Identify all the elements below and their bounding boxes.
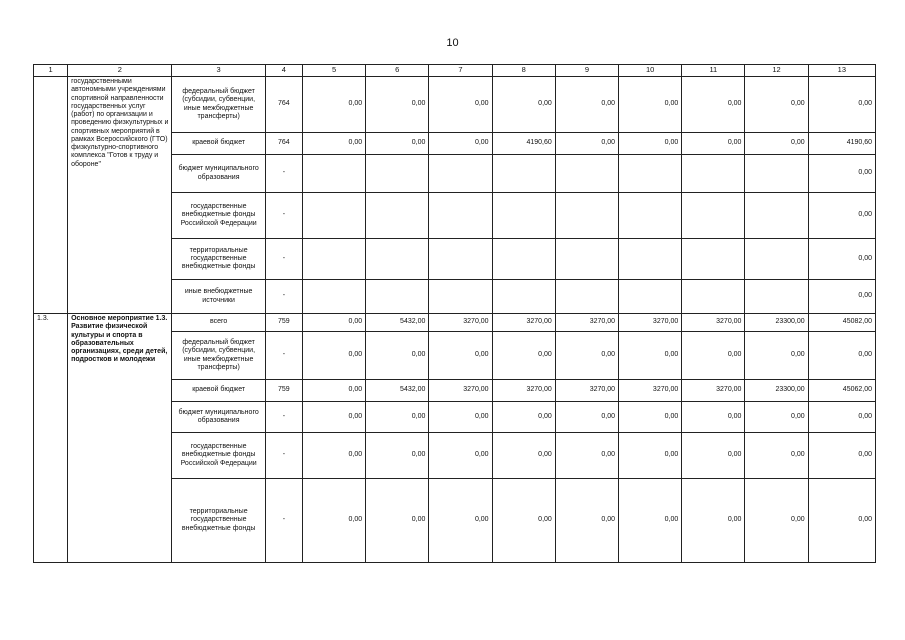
year-value: 0,00	[302, 133, 365, 155]
item-number	[34, 77, 68, 314]
year-value: 0,00	[366, 433, 429, 479]
year-value	[302, 239, 365, 280]
year-value: 0,00	[682, 77, 745, 133]
budget-code: 764	[265, 77, 302, 133]
year-value: 3270,00	[492, 314, 555, 332]
year-value	[555, 239, 618, 280]
year-value	[682, 280, 745, 314]
year-value: 0,00	[366, 133, 429, 155]
column-header: 5	[302, 65, 365, 77]
total-value: 45082,00	[808, 314, 875, 332]
budget-code: -	[265, 239, 302, 280]
year-value: 0,00	[682, 133, 745, 155]
budget-code: -	[265, 155, 302, 193]
page-number: 10	[446, 37, 459, 49]
year-value: 0,00	[682, 402, 745, 433]
year-value: 0,00	[429, 133, 492, 155]
year-value: 0,00	[619, 479, 682, 563]
funding-source: федеральный бюджет (субсидии, субвенции, иные межбюджетные трансферты)	[172, 332, 265, 380]
year-value	[492, 155, 555, 193]
year-value: 3270,00	[429, 314, 492, 332]
budget-code: -	[265, 479, 302, 563]
year-value: 0,00	[302, 332, 365, 380]
year-value: 23300,00	[745, 314, 808, 332]
column-header: 8	[492, 65, 555, 77]
year-value	[745, 155, 808, 193]
funding-source: краевой бюджет	[172, 380, 265, 402]
year-value	[619, 193, 682, 239]
total-value: 4190,60	[808, 133, 875, 155]
total-value: 0,00	[808, 402, 875, 433]
year-value: 0,00	[619, 77, 682, 133]
year-value: 0,00	[302, 314, 365, 332]
year-value: 0,00	[745, 77, 808, 133]
column-header: 13	[808, 65, 875, 77]
year-value: 0,00	[745, 433, 808, 479]
year-value	[366, 280, 429, 314]
year-value: 0,00	[302, 77, 365, 133]
year-value	[492, 239, 555, 280]
year-value: 0,00	[682, 433, 745, 479]
total-value: 0,00	[808, 433, 875, 479]
year-value: 4190,60	[492, 133, 555, 155]
year-value: 3270,00	[619, 314, 682, 332]
year-value: 0,00	[682, 332, 745, 380]
year-value	[429, 280, 492, 314]
year-value: 0,00	[619, 133, 682, 155]
year-value	[555, 155, 618, 193]
year-value: 3270,00	[429, 380, 492, 402]
funding-source: государственные внебюджетные фонды Российской Федерации	[172, 193, 265, 239]
budget-table	[33, 64, 876, 563]
funding-source: всего	[172, 314, 265, 332]
year-value: 0,00	[302, 433, 365, 479]
year-value: 0,00	[429, 402, 492, 433]
year-value	[492, 193, 555, 239]
column-header: 9	[555, 65, 618, 77]
item-number: 1.3.	[34, 314, 68, 563]
year-value: 0,00	[555, 332, 618, 380]
activity-name: Основное мероприятие 1.3. Развитие физической культуры и спорта в образовательных организациях, среди детей, подростков и молодежи	[68, 314, 172, 563]
year-value: 0,00	[555, 77, 618, 133]
year-value	[302, 280, 365, 314]
funding-source: бюджет муниципального образования	[172, 402, 265, 433]
total-value: 0,00	[808, 193, 875, 239]
year-value	[619, 155, 682, 193]
funding-source: федеральный бюджет (субсидии, субвенции, иные межбюджетные трансферты)	[172, 77, 265, 133]
year-value	[555, 280, 618, 314]
total-value: 45062,00	[808, 380, 875, 402]
year-value: 0,00	[745, 479, 808, 563]
column-header-row	[34, 65, 876, 77]
column-header: 10	[619, 65, 682, 77]
year-value: 5432,00	[366, 380, 429, 402]
total-value: 0,00	[808, 479, 875, 563]
year-value: 3270,00	[555, 380, 618, 402]
year-value	[745, 280, 808, 314]
year-value: 0,00	[492, 332, 555, 380]
year-value: 0,00	[302, 402, 365, 433]
total-value: 0,00	[808, 280, 875, 314]
year-value: 0,00	[492, 433, 555, 479]
year-value: 3270,00	[555, 314, 618, 332]
column-header: 1	[34, 65, 68, 77]
year-value: 3270,00	[682, 314, 745, 332]
year-value: 3270,00	[492, 380, 555, 402]
year-value	[745, 193, 808, 239]
total-value: 0,00	[808, 239, 875, 280]
year-value	[366, 155, 429, 193]
table-row	[34, 314, 876, 332]
year-value	[619, 280, 682, 314]
funding-source: государственные внебюджетные фонды Российской Федерации	[172, 433, 265, 479]
funding-source: краевой бюджет	[172, 133, 265, 155]
year-value: 0,00	[302, 479, 365, 563]
year-value: 0,00	[619, 402, 682, 433]
column-header: 3	[172, 65, 265, 77]
budget-code: 759	[265, 314, 302, 332]
table-row	[34, 77, 876, 133]
total-value: 0,00	[808, 77, 875, 133]
column-header: 11	[682, 65, 745, 77]
budget-code: -	[265, 193, 302, 239]
year-value	[366, 193, 429, 239]
year-value: 0,00	[302, 380, 365, 402]
column-header: 4	[265, 65, 302, 77]
year-value: 0,00	[366, 332, 429, 380]
funding-source: территориальные государственные внебюджетные фонды	[172, 239, 265, 280]
year-value	[745, 239, 808, 280]
year-value	[366, 239, 429, 280]
year-value: 3270,00	[619, 380, 682, 402]
year-value	[429, 155, 492, 193]
funding-source: иные внебюджетные источники	[172, 280, 265, 314]
year-value	[302, 155, 365, 193]
year-value: 0,00	[429, 332, 492, 380]
year-value: 0,00	[619, 332, 682, 380]
total-value: 0,00	[808, 332, 875, 380]
year-value: 0,00	[429, 433, 492, 479]
budget-code: -	[265, 402, 302, 433]
budget-code: -	[265, 280, 302, 314]
year-value	[682, 155, 745, 193]
year-value: 0,00	[745, 133, 808, 155]
year-value: 0,00	[429, 77, 492, 133]
year-value	[302, 193, 365, 239]
column-header: 2	[68, 65, 172, 77]
year-value: 0,00	[366, 77, 429, 133]
year-value: 5432,00	[366, 314, 429, 332]
year-value: 0,00	[429, 479, 492, 563]
year-value: 0,00	[555, 479, 618, 563]
year-value: 0,00	[492, 479, 555, 563]
year-value	[682, 239, 745, 280]
year-value: 0,00	[492, 402, 555, 433]
year-value: 3270,00	[682, 380, 745, 402]
year-value: 0,00	[745, 332, 808, 380]
year-value	[619, 239, 682, 280]
funding-source: бюджет муниципального образования	[172, 155, 265, 193]
total-value: 0,00	[808, 155, 875, 193]
budget-code: 764	[265, 133, 302, 155]
column-header: 7	[429, 65, 492, 77]
budget-code: -	[265, 332, 302, 380]
year-value	[555, 193, 618, 239]
year-value: 0,00	[555, 402, 618, 433]
year-value: 0,00	[366, 402, 429, 433]
year-value: 23300,00	[745, 380, 808, 402]
funding-source: территориальные государственные внебюджетные фонды	[172, 479, 265, 563]
year-value: 0,00	[745, 402, 808, 433]
budget-code: -	[265, 433, 302, 479]
year-value	[492, 280, 555, 314]
year-value: 0,00	[555, 133, 618, 155]
year-value: 0,00	[682, 479, 745, 563]
column-header: 6	[366, 65, 429, 77]
activity-name: государственными автономными учреждениями спортивной направленности государственных услуг (работ) по организации и проведению физкультурных и спортивных мероприятий в рамках Всероссийского (ГТО) физкультурно-спортивного комплекса "Готов к труду и обороне"	[68, 77, 172, 314]
year-value	[429, 193, 492, 239]
year-value	[429, 239, 492, 280]
year-value	[682, 193, 745, 239]
year-value: 0,00	[555, 433, 618, 479]
year-value: 0,00	[619, 433, 682, 479]
year-value: 0,00	[366, 479, 429, 563]
column-header: 12	[745, 65, 808, 77]
year-value: 0,00	[492, 77, 555, 133]
budget-code: 759	[265, 380, 302, 402]
